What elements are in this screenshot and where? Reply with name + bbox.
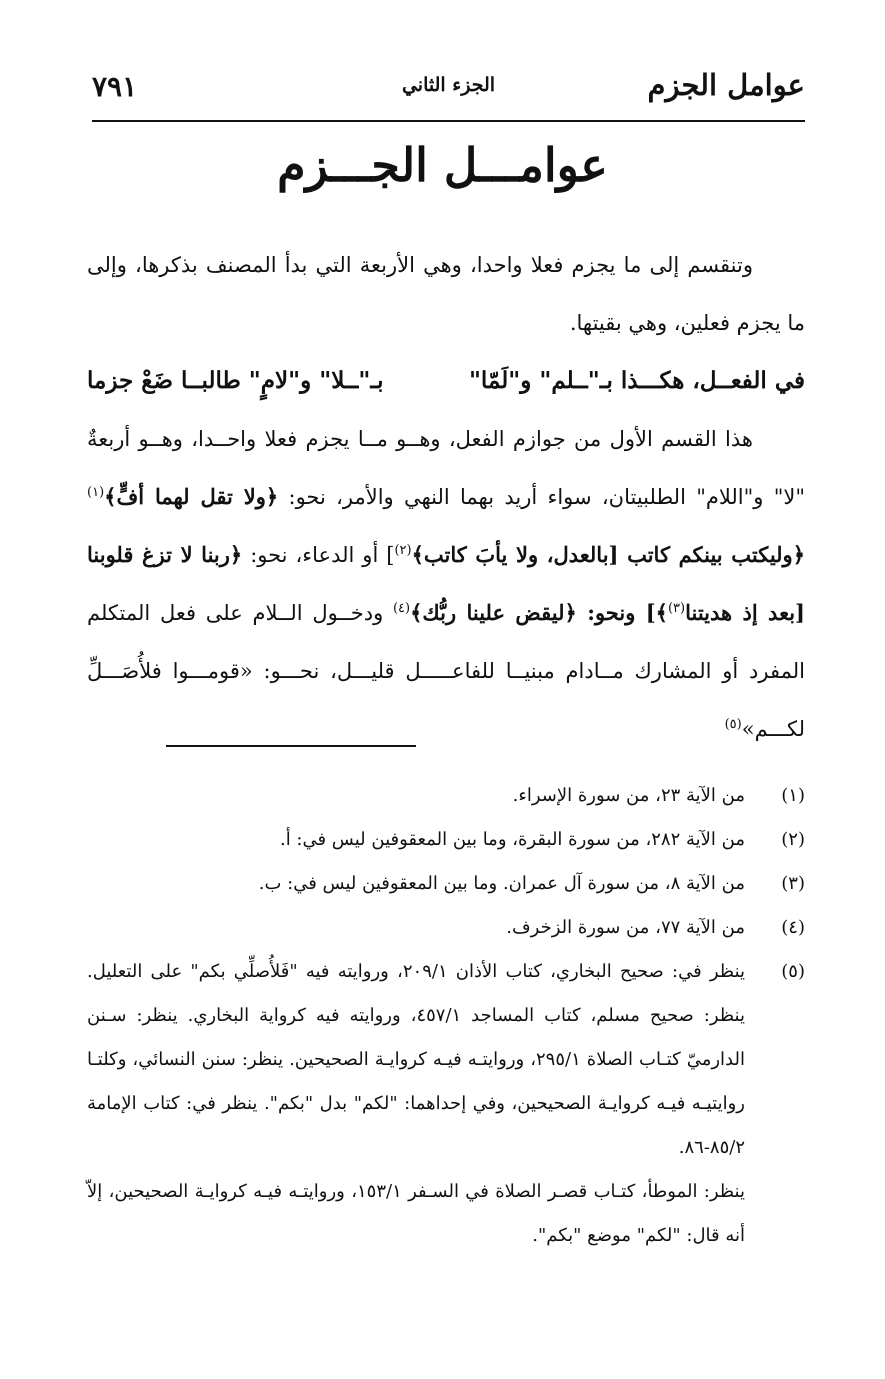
footnote-text: من الآية ٧٧، من سورة الزخرف.: [506, 917, 745, 938]
footnote-ref[interactable]: (١): [87, 485, 105, 500]
commentary-text: ﴾] ونحو:: [576, 600, 668, 625]
verse-hemistich-right: في الفعــل، هكـــذا بـ"ــلم" و"لَمّا": [468, 367, 805, 394]
footnote-text: [87, 950, 745, 1258]
footnote-text: من الآية ٨، من سورة آل عمران. وما بين المعقوفين ليس في: ب.: [258, 873, 745, 894]
footnote-text: من الآية ٢٣، من سورة الإسراء.: [512, 785, 745, 806]
footnote-ref[interactable]: (٣): [667, 601, 686, 616]
footnote-number: (٤): [781, 917, 805, 938]
part-label: الجزء الثاني: [401, 74, 496, 96]
commentary-text: هذا القسم الأول من جوازم الفعل، وهــو مــا يجزم فعلا واحــدا، وهــو أربعةٌ "لا" و"اللام" الطلبيتان، سواء أريد بهما النهي والأمر، نحو:: [87, 427, 805, 509]
verse-line: [87, 352, 805, 410]
footnote-item: [87, 774, 805, 818]
footnote-number: (٢): [781, 829, 805, 850]
footnote-number: (٣): [781, 873, 805, 894]
running-header: [92, 68, 805, 112]
footnote-ref[interactable]: (٥): [724, 717, 742, 732]
commentary-text: ودخــول الــلام على فعل المتكلم المفرد أو المشارك مــادام مبنيــا للفاعـــــل قليـــل، نحـــو: «قومـــوا فلأُصَـــلِّ لكـــم»: [87, 601, 805, 741]
header-divider: [92, 120, 805, 122]
intro-line-2: وإلى ما يجزم فعلين، وهي بقيتها.: [87, 253, 805, 335]
commentary-paragraph: [87, 410, 805, 758]
footnote-text-part: ينظر: الموطأ، كتـاب قصـر الصلاة في السـفر ١٥٣/١، وروايتـه فيـه كروايـة الصحيحين، إلاّ أنه قال: "لكم" موضع "بكم".: [87, 1181, 745, 1246]
footnote-divider: [166, 745, 416, 747]
chapter-title: عوامـــل الجـــزم: [277, 138, 608, 192]
intro-line-1: وتنقسم إلى ما يجزم فعلا واحدا، وهي الأربعة التي بدأ المصنف بذكرها،: [135, 253, 753, 277]
footnote-number: (١): [781, 785, 805, 806]
footnote-item: [87, 906, 805, 950]
footnote-ref[interactable]: (٤): [392, 601, 411, 616]
footnote-number: (٥): [781, 961, 805, 982]
footnote-item: [87, 862, 805, 906]
verse-hemistich-left: بـ"ــلا" و"لامٍ" طالبــا ضَعْ جزما: [87, 367, 384, 394]
quran-quote: ﴿وليكتب بينكم كاتب [بالعدل، ولا يأبَ كاتب﴾: [411, 542, 806, 567]
footnote-text: من الآية ٢٨٢، من سورة البقرة، وما بين المعقوفين ليس في: أ.: [279, 829, 745, 850]
quran-quote: ﴿ليقض علينا ربُّك﴾: [410, 600, 577, 625]
page-number: ٧٩١: [92, 70, 138, 103]
footnote-item: [87, 818, 805, 862]
quran-quote: ﴿ربنا لا تزغ قلوبنا [بعد إذ هديتنا: [87, 542, 805, 625]
footnote-text-part: ينظر في: صحيح البخاري، كتاب الأذان ٢٠٩/١، وروايته فيه "فَلأُصلِّي بكم" على التعليل. ينظر: صحيح مسلم، كتاب المساجد ٤٥٧/١، وروايته فيه كرواية البخاري. ينظر: سـنن الدارميّ كتـاب الصلاة ٢٩٥/١، وروايتـه فيـه كروايـة الصحيحين. ينظر: سنن النسائي، وكلتـا روايتيـه فيـه كروايـة الصحيحين، وفي إحداهما: "لكم" بدل "بكم". ينظر في: كتاب الإمامة ٨٥/٢-٨٦.: [87, 961, 746, 1158]
commentary-text: ] أو الدعاء، نحو:: [242, 543, 395, 567]
footnote-item: [87, 950, 805, 1258]
footnotes: [87, 774, 805, 1258]
main-text: [87, 236, 805, 758]
quran-quote: ﴿ولا تقل لهما أفٍّ﴾: [104, 484, 279, 509]
intro-paragraph: [87, 236, 805, 352]
footnote-ref[interactable]: (٢): [394, 543, 412, 558]
running-title: عوامل الجزم: [647, 68, 805, 102]
